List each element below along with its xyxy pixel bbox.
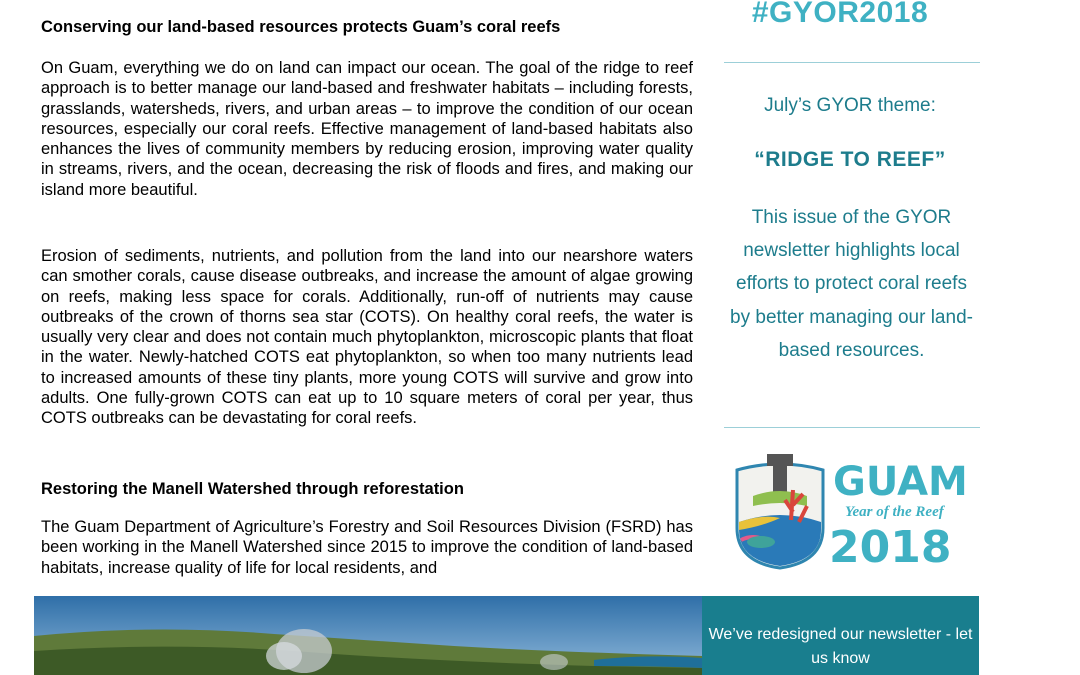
newsletter-promo-box xyxy=(702,596,979,675)
paragraph-fsrd: The Guam Department of Agriculture’s Forestry and Soil Resources Division (FSRD) has been working in the Manell Watershed since 2015 to improve the condition of land-based habitats, increase quality of life for local residents, and xyxy=(41,518,693,577)
reef-shield-icon xyxy=(737,454,823,568)
cropped-glyph xyxy=(40,0,80,6)
issue-description: This issue of the GYOR newsletter highlights local efforts to protect coral reefs by better managing our land-based resources. xyxy=(730,207,973,361)
landscape-photo xyxy=(34,596,702,675)
hashtag: #GYOR2018 xyxy=(751,0,929,29)
heading-manell-watershed: Restoring the Manell Watershed through reforestation xyxy=(41,480,464,498)
sidebar-divider-bottom xyxy=(724,427,980,428)
paragraph-ridge-to-reef: On Guam, everything we do on land can impact our ocean. The goal of the ridge to reef approach is to better manage our land-based and freshwater habitats – including forests, grasslands, watersheds, rivers, and urban areas – to improve the condition of our ocean resources, especially our coral reefs. Effective management of land-based habitats also enhances the lives of community members by reducing erosion, improving water quality in streams, rivers, and the ocean, decreasing the risk of floods and fires, and making our island more beautiful. xyxy=(41,59,693,199)
guam-year-of-the-reef-logo xyxy=(733,450,968,570)
logo-guam-text: GUAM xyxy=(833,459,968,505)
logo-year-text: 2018 xyxy=(829,522,952,570)
cropped-heading-fragment xyxy=(40,0,80,12)
promo-text: We’ve redesigned our newsletter - let us know xyxy=(708,626,973,667)
paragraph-erosion: Erosion of sediments, nutrients, and pollution from the land into our nearshore waters can smother corals, cause disease outbreaks, and increase the amount of algae growing on reefs, making less space for corals. Additionally, run-off of nutrients may cause outbreaks of the crown of thorns sea star (COTS). On healthy coral reefs, the water is usually very clear and does not contain much phytoplankton, microscopic plants that float in the water. Newly-hatched COTS eat phytoplankton, so when too many nutrients lead to increased amounts of these tiny plants, more young COTS will survive and grow into adults. One fully-grown COTS can eat up to 10 square meters of coral per year, thus COTS outbreaks can be devastating for coral reefs. xyxy=(41,247,693,428)
theme-label: July’s GYOR theme: xyxy=(764,95,936,116)
theme-title: “RIDGE TO REEF” xyxy=(754,148,946,171)
logo-subtitle-text: Year of the Reef xyxy=(845,504,944,520)
heading-conserving: Conserving our land-based resources protects Guam’s coral reefs xyxy=(41,18,561,36)
sidebar-divider-top xyxy=(724,62,980,63)
